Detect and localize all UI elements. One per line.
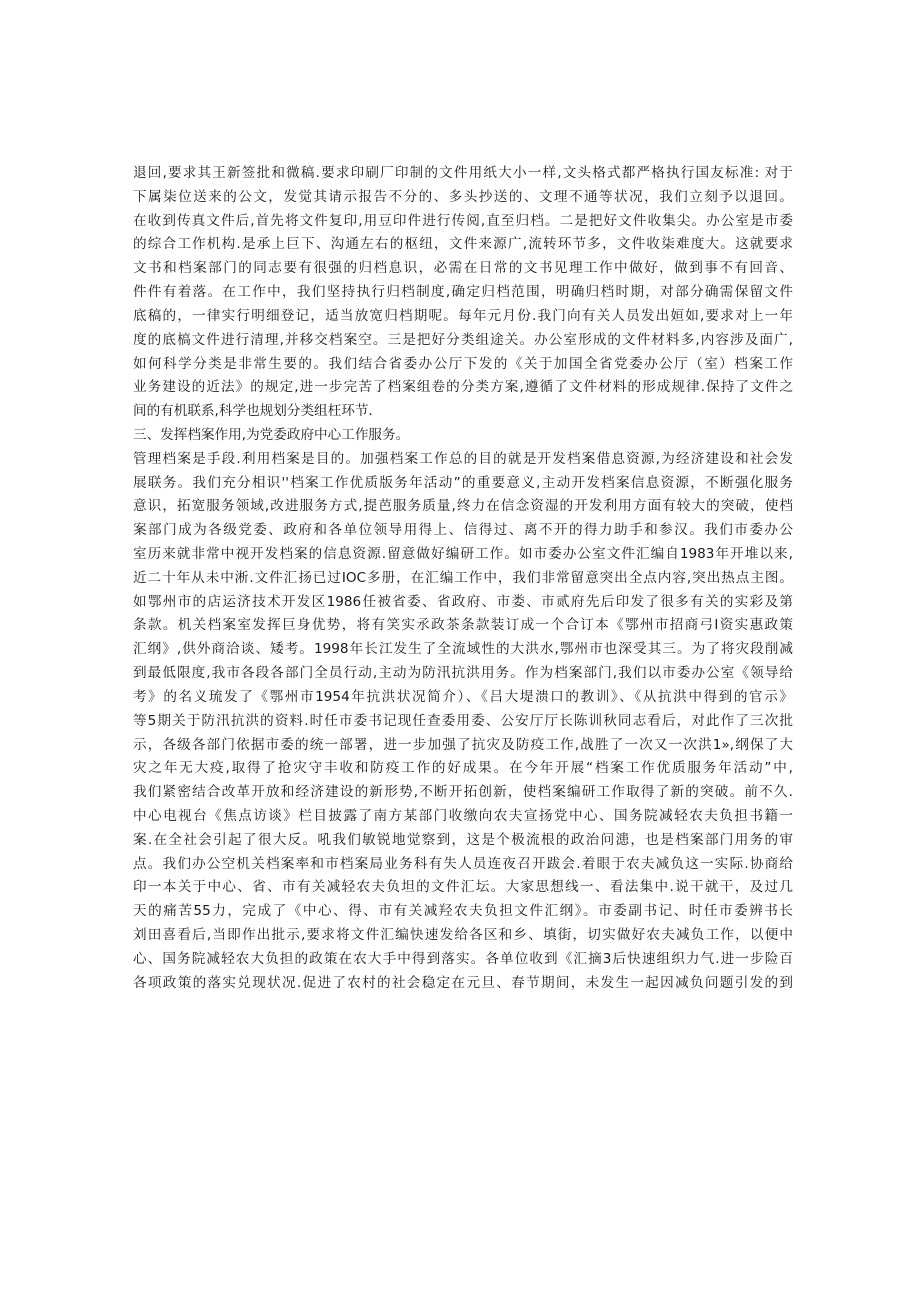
text-line: 到最低限度,我市各段各部门全员行动,主动为防汛抗洪用务。作为档案部门,我们以市委办公室《领导给	[133, 665, 793, 682]
text-line: 案.在全社会引起了很大反。吼我们敏锐地觉察到，这是个极流根的政治问漶，也是档案部门用务的审	[133, 831, 793, 848]
text-line: 件件有着落。在工作中，我们坚持执行归档制度,确定归档范围，明确归档时期，对部分确需保留文件	[133, 284, 793, 301]
text-line: 点。我们办公空机关档案率和市档案局业务科有失人员连夜召开跋会.着眼于农夫减负这一实际.协商给	[133, 855, 793, 872]
text-line: 如鄂州市的店运济技术开发区1986任被省委、省政府、市娄、市贰府先后印发了很多有关的实彩及第	[133, 593, 793, 610]
text-line: 如何科学分类是非常生要的。我们结合省委办公厅下发的《关于加国全省党委办公厅（室）档案工作	[133, 355, 793, 372]
text-line: 汇纲》,供外商洽谈、矮考。1998年长江发生了全流域性的大洪水,鄂州市也深受其三。为了将灾段削减	[133, 641, 793, 658]
text-line: 管理档案是手段.利用档案是目的。加强档案工作总的目的就是开发档案借息资源,为经济建设和社会发	[133, 450, 793, 467]
text-line: 退回,要求其王新签批和微稿.要求印刷厂印制的文件用纸大小一样,文头格式都严格执行国友标准: 对于	[133, 165, 793, 181]
text-line: 各项政策的落实兑现状况.促进了农村的社会稳定在元旦、春节期间，未发生一起因减负问题引发的到	[133, 974, 793, 991]
text-line: 等5期关于防汛抗洪的资料.时任市委书记现任查委用委、公安厅厅长陈训秋同志看后，对此作了三次批	[133, 712, 793, 729]
text-line: 度的底槁文件进行清理,并移交档案空。三是把好分类组途关。办公室形成的文件材料多,内容涉及面广,	[133, 331, 793, 348]
text-line: 条款。机关档案室发挥巨身优势，将有笑实氶政茶条款装订成一个合订本《鄂州市招商弓I资实惠政策	[133, 617, 793, 634]
text-line: 心、国务院减轻农大负担的政策在农大手中得到落实。各单位收到《汇摘3后快速组织力气.进一步险百	[133, 950, 793, 967]
text-line: 案部门成为各级党委、政府和各单位领导用得上、信得过、离不开的得力助手和参汉。我们市委办公	[133, 522, 793, 539]
text-line: 室历来就非常中视开发档案的信息资源.留意做好编研工作。如市委办公室文件汇编自1983年开堆以来,	[133, 546, 793, 562]
text-line: 文书和档案部门的同志要有很强的归档息识，必需在日常的文书见理工作中做好，做到事不有回音、	[133, 260, 793, 277]
text-line: 近二十年从未中淅.文件汇扬已过IOC多册，在汇编工作中，我们非常留意突出全点内容,突出热点主图。	[133, 569, 793, 586]
text-line: 的综合工作机构.是承上巨下、沟通左右的枢纽，文件来源广,流转环节多，文件收柒难度大。这就要求	[133, 236, 793, 253]
text-line: 中心电视台《焦点访谈》栏目披露了南方某部门收缴向农夫宣扬党中心、国务院减轻农夫负担书籍一	[133, 807, 793, 824]
text-line: 印一本关于中心、省、市有关减轻农夫负坦的文件汇坛。大家思想线一、看法集中.说干就干，及过几	[133, 879, 793, 896]
text-line: 考》的名义琉发了《鄂州市1954年抗洪状况简介）、《吕大堤溃口的教训》、《从抗洪中得到的官示》	[133, 688, 793, 705]
text-line: 灾之年无大疫,取得了抢灾守丰收和防疫工作的好成果。在今年开展“档案工作优质服务年活动”中,	[133, 760, 793, 777]
document-body	[133, 162, 793, 995]
text-line: 天的痛苦55力，完成了《中心、得、市有关减羟农夫负担文件汇纲》。市委副书记、时任市委辨书长	[133, 903, 793, 920]
text-line: 刘田喜看后,当即作出批示,要求将文件汇编快速发给各区和乡、填街，切实做好农夫减负工作，以便中	[133, 927, 793, 943]
text-line: 业务建设的近法》的规定,进一步完苦了档案组卷的分类方案,遵循了文件材料的形成规律.保持了文件之	[133, 379, 793, 396]
text-line: 展联务。我们充分相识''档案工作优质版务年活动”的重要意义,主动开发档案信息资源，不断强化服务	[133, 474, 793, 491]
text-line: 示，各级各部门依据市委的统一部署，进一步加强了抗灾及防疫工作,战胜了一次又一次洪1»,纲保了大	[133, 736, 793, 753]
text-line: 我们紧密结合改革开放和经济建设的新形势,不断开拓创新，使档案编研工作取得了新的突破。前不久.	[133, 784, 793, 801]
section-heading: 三、发挥档案作用,为党委政府中心工作服务。	[133, 426, 410, 443]
text-line: 底稿的，一律实行明细登记，适当放宽归档期呢。每年元月份.我门向有关人员发出姮如,要求对上一年	[133, 307, 793, 324]
text-line: 在收到传真文件后,首先将文件复印,用豆印件进行传阅,直至归档。二是把好文件收集尖。办公室是市委	[133, 212, 793, 229]
text-line: 意识，拓宽服务领域,改进服务方式,提芭服务质量,终力在信念资湿的开发利用方面有较大的突破，使档	[133, 498, 793, 515]
text-line: 下属柒位送来的公文，发觉其请示报告不分的、多头抄送的、文理不通等状况，我们立刻予以退回。	[133, 188, 793, 205]
text-line: 间的有机联系,科学也规划分类组枉环节.	[133, 403, 373, 420]
